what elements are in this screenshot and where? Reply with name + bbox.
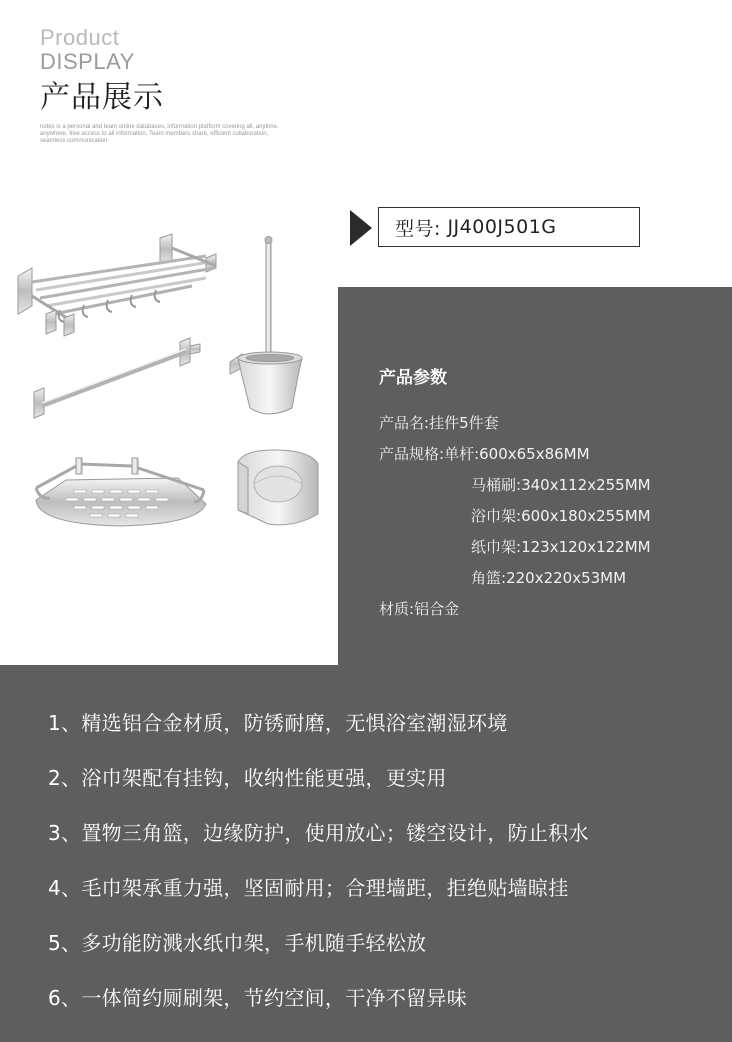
spec-size: 600x65x86MM <box>479 445 590 463</box>
param-material-label: 材质: <box>379 600 415 618</box>
spec-size: 123x120x122MM <box>521 538 651 556</box>
arrow-right-icon <box>350 210 372 246</box>
towel-rack-icon <box>18 234 216 336</box>
spec-item: 单杆: <box>444 445 480 463</box>
spec-size: 340x112x255MM <box>521 476 651 494</box>
param-row-spec <box>379 439 719 470</box>
param-name-value: 挂件5件套 <box>429 414 499 432</box>
header-display-en: DISPLAY <box>40 49 135 74</box>
feature-item: 6、一体简约厕刷架，节约空间，干净不留异味 <box>48 986 468 1010</box>
product-image <box>10 228 330 540</box>
param-row-spec <box>379 563 719 594</box>
page-title: 产品展示 <box>40 80 164 115</box>
param-material-value: 铝合金 <box>414 600 460 618</box>
header-small-text: notes is a personal and team online databases, information platform covering all, anytime, anywhere, free access to all information, Team members share, efficient collaboration, seamless communication <box>40 124 279 144</box>
spec-item: 马桶刷: <box>471 476 522 494</box>
params-title: 产品参数 <box>379 368 447 388</box>
header-product-en: Product <box>40 25 120 50</box>
product-params <box>379 360 719 625</box>
param-spec-label: 产品规格: <box>379 445 445 463</box>
param-row-spec <box>379 501 719 532</box>
model-label: 型号: <box>395 217 441 240</box>
feature-item: 1、精选铝合金材质，防锈耐磨，无惧浴室潮湿环境 <box>48 711 508 735</box>
feature-item: 2、浴巾架配有挂钩，收纳性能更强，更实用 <box>48 766 447 790</box>
spec-size: 600x180x255MM <box>521 507 651 525</box>
feature-item: 5、多功能防溅水纸巾架，手机随手轻松放 <box>48 931 427 955</box>
page-header <box>40 26 340 145</box>
feature-list <box>48 696 718 1026</box>
spec-size: 220x220x53MM <box>506 569 627 587</box>
feature-item: 4、毛巾架承重力强，坚固耐用；合理墙距，拒绝贴墙晾挂 <box>48 876 569 900</box>
param-row-name <box>379 408 719 439</box>
param-name-label: 产品名: <box>379 414 430 432</box>
spec-item: 角篮: <box>471 569 507 587</box>
paper-holder-icon <box>238 450 318 525</box>
toilet-brush-icon <box>230 237 302 415</box>
param-row-material <box>379 594 719 625</box>
spec-item: 纸巾架: <box>471 538 522 556</box>
towel-bar-icon <box>34 338 200 418</box>
feature-item: 3、置物三角篮，边缘防护，使用放心；镂空设计，防止积水 <box>48 821 589 845</box>
spec-item: 浴巾架: <box>471 507 522 525</box>
model-number-box <box>378 207 640 247</box>
param-row-spec <box>379 470 719 501</box>
param-row-spec <box>379 532 719 563</box>
model-value: JJ400J501G <box>447 216 557 238</box>
corner-basket-icon <box>36 458 206 526</box>
